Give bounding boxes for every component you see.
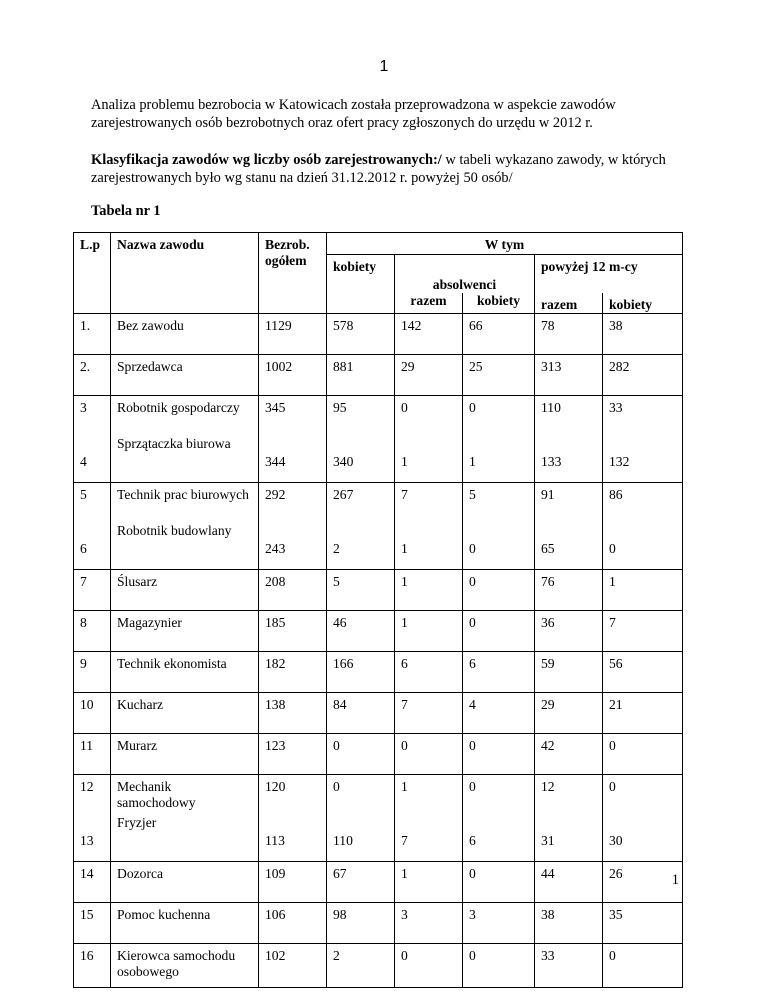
page-number-bottom: 1 (671, 872, 679, 888)
cell-long-total: 36 (535, 610, 603, 651)
table-row (74, 354, 683, 395)
cell-abs-women: 0 (463, 733, 535, 774)
table-row (74, 569, 683, 610)
cell-abs-total: 142 (395, 313, 463, 354)
cell-women: 95 340 (327, 395, 395, 482)
cell-long-total: 59 (535, 651, 603, 692)
table-row (74, 610, 683, 651)
cell-long-total: 76 (535, 569, 603, 610)
header-grad-total: razem (395, 293, 463, 314)
header-women: kobiety (327, 255, 395, 314)
cell-total: 1002 (259, 354, 327, 395)
cell-abs-total: 0 (395, 943, 463, 987)
cell-total: 109 (259, 861, 327, 902)
cell-name: Dozorca (111, 861, 259, 902)
table-row (74, 943, 683, 987)
cell-lp: 5 6 (74, 482, 111, 569)
table-row (74, 692, 683, 733)
cell-lp: 14 (74, 861, 111, 902)
cell-lp: 12 13 (74, 774, 111, 861)
cell-long-total: 29 (535, 692, 603, 733)
cell-abs-total: 0 (395, 733, 463, 774)
cell-lp: 3 4 (74, 395, 111, 482)
cell-lp: 9 (74, 651, 111, 692)
table-row (74, 902, 683, 943)
cell-abs-total: 7 1 (395, 482, 463, 569)
cell-name: Magazynier (111, 610, 259, 651)
cell-total: 123 (259, 733, 327, 774)
cell-long-total: 33 (535, 943, 603, 987)
cell-lp: 10 (74, 692, 111, 733)
cell-abs-total: 0 1 (395, 395, 463, 482)
header-long-women: kobiety (603, 293, 683, 314)
cell-total: 185 (259, 610, 327, 651)
table-row (74, 313, 683, 354)
cell-abs-total: 6 (395, 651, 463, 692)
cell-abs-total: 3 (395, 902, 463, 943)
cell-long-women: 282 (603, 354, 683, 395)
cell-abs-women: 0 (463, 610, 535, 651)
cell-abs-total: 1 7 (395, 774, 463, 861)
intro-paragraph: Analiza problemu bezrobocia w Katowicach została przeprowadzona w aspekcie zawodów zarejestrowanych osób bezrobotnych oraz ofert pracy zgłoszonych do urzędu w 2012 r. (91, 97, 616, 131)
cell-women: 0 (327, 733, 395, 774)
cell-total: 120 113 (259, 774, 327, 861)
cell-name: Kierowca samochodu osobowego (111, 943, 259, 987)
cell-total: 106 (259, 902, 327, 943)
cell-women: 5 (327, 569, 395, 610)
cell-total: 208 (259, 569, 327, 610)
cell-total: 138 (259, 692, 327, 733)
cell-long-total: 38 (535, 902, 603, 943)
occupations-table (73, 232, 683, 988)
cell-long-women: 0 30 (603, 774, 683, 861)
header-over-12: powyżej 12 m-cy (535, 255, 683, 293)
cell-women: 578 (327, 313, 395, 354)
header-lp: L.p (74, 233, 111, 314)
cell-name: Bez zawodu (111, 313, 259, 354)
cell-long-total: 313 (535, 354, 603, 395)
cell-name: Murarz (111, 733, 259, 774)
cell-women: 2 (327, 943, 395, 987)
cell-abs-women: 25 (463, 354, 535, 395)
table-row-pair (74, 395, 683, 482)
cell-name: Mechanik samochodowy Fryzjer (111, 774, 259, 861)
cell-name: Kucharz (111, 692, 259, 733)
classification-heading: Klasyfikacja zawodów wg liczby osób zarejestrowanych:/ (91, 152, 442, 168)
table-row (74, 733, 683, 774)
cell-abs-total: 1 (395, 610, 463, 651)
cell-name: Pomoc kuchenna (111, 902, 259, 943)
cell-women: 98 (327, 902, 395, 943)
cell-total: 1129 (259, 313, 327, 354)
cell-lp: 16 (74, 943, 111, 987)
cell-abs-women: 0 (463, 861, 535, 902)
cell-lp: 7 (74, 569, 111, 610)
cell-abs-women: 5 0 (463, 482, 535, 569)
header-total: Bezrob. ogółem (259, 233, 327, 314)
header-w-tym: W tym (327, 233, 683, 255)
cell-abs-total: 1 (395, 569, 463, 610)
cell-long-women: 0 (603, 733, 683, 774)
cell-total: 102 (259, 943, 327, 987)
cell-long-women: 21 (603, 692, 683, 733)
cell-lp: 15 (74, 902, 111, 943)
header-long-total: razem (535, 293, 603, 314)
cell-women: 84 (327, 692, 395, 733)
cell-lp: 1. (74, 313, 111, 354)
cell-abs-women: 0 1 (463, 395, 535, 482)
cell-long-women: 38 (603, 313, 683, 354)
cell-long-women: 56 (603, 651, 683, 692)
cell-long-total: 12 31 (535, 774, 603, 861)
cell-long-total: 44 (535, 861, 603, 902)
page-number-top: 1 (379, 58, 389, 75)
cell-women: 166 (327, 651, 395, 692)
cell-total: 182 (259, 651, 327, 692)
cell-name: Technik ekonomista (111, 651, 259, 692)
header-name: Nazwa zawodu (111, 233, 259, 314)
cell-women: 267 2 (327, 482, 395, 569)
cell-abs-women: 0 6 (463, 774, 535, 861)
cell-abs-women: 0 (463, 943, 535, 987)
cell-long-women: 1 (603, 569, 683, 610)
table-row (74, 651, 683, 692)
cell-long-total: 110 133 (535, 395, 603, 482)
cell-long-total: 42 (535, 733, 603, 774)
cell-abs-women: 66 (463, 313, 535, 354)
cell-abs-total: 1 (395, 861, 463, 902)
cell-abs-total: 7 (395, 692, 463, 733)
table-row (74, 861, 683, 902)
classification-text: w tabeli wykazano zawody, w których zarejestrowanych było wg stanu na dzień 31.12.2012 r. powyżej 50 osób/ (91, 152, 666, 186)
header-graduates: absolwenci (395, 255, 535, 293)
cell-name: Technik prac biurowych Robotnik budowlany (111, 482, 259, 569)
table-row-pair (74, 774, 683, 861)
table-caption: Tabela nr 1 (91, 203, 161, 219)
cell-women: 881 (327, 354, 395, 395)
cell-lp: 8 (74, 610, 111, 651)
cell-long-women: 33 132 (603, 395, 683, 482)
cell-long-women: 86 0 (603, 482, 683, 569)
cell-long-total: 91 65 (535, 482, 603, 569)
cell-lp: 11 (74, 733, 111, 774)
cell-women: 67 (327, 861, 395, 902)
cell-abs-women: 6 (463, 651, 535, 692)
cell-lp: 2. (74, 354, 111, 395)
cell-abs-women: 4 (463, 692, 535, 733)
cell-long-women: 7 (603, 610, 683, 651)
cell-abs-total: 29 (395, 354, 463, 395)
cell-total: 292 243 (259, 482, 327, 569)
cell-long-women: 26 (603, 861, 683, 902)
cell-abs-women: 3 (463, 902, 535, 943)
cell-name: Sprzedawca (111, 354, 259, 395)
table-row-pair (74, 482, 683, 569)
cell-long-total: 78 (535, 313, 603, 354)
cell-total: 345 344 (259, 395, 327, 482)
cell-name: Ślusarz (111, 569, 259, 610)
cell-abs-women: 0 (463, 569, 535, 610)
cell-name: Robotnik gospodarczy Sprzątaczka biurowa (111, 395, 259, 482)
classification-paragraph (91, 151, 691, 187)
header-row-1 (74, 233, 683, 255)
cell-women: 46 (327, 610, 395, 651)
header-grad-women: kobiety (463, 293, 535, 314)
cell-long-women: 0 (603, 943, 683, 987)
cell-long-women: 35 (603, 902, 683, 943)
cell-women: 0 110 (327, 774, 395, 861)
